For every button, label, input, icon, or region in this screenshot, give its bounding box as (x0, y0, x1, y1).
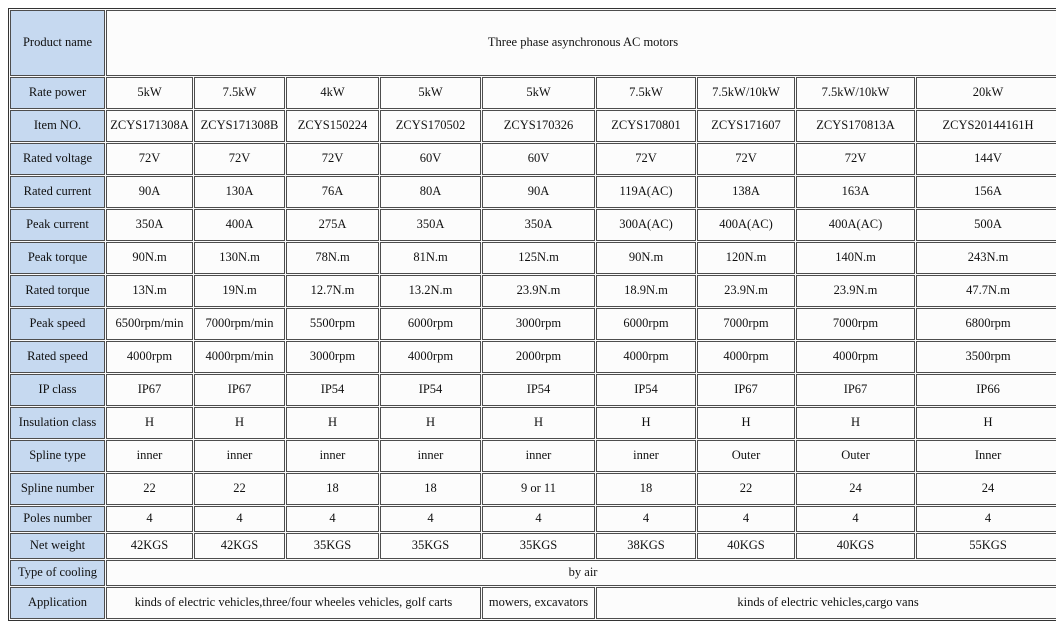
spec-cell: H (796, 407, 915, 439)
spec-cell: 72V (796, 143, 915, 175)
row-label-cell: Rated voltage (10, 143, 105, 175)
spec-cell: 40KGS (697, 533, 795, 559)
spec-cell: 72V (596, 143, 696, 175)
spec-cell: 144V (916, 143, 1056, 175)
row-label-cell: Peak torque (10, 242, 105, 274)
spec-cell: 12.7N.m (286, 275, 379, 307)
spec-cell: ZCYS170326 (482, 110, 595, 142)
spec-cell: 55KGS (916, 533, 1056, 559)
spec-cell: 5kW (106, 77, 193, 109)
spec-cell: 500A (916, 209, 1056, 241)
spec-cell: IP67 (194, 374, 285, 406)
spec-cell: H (916, 407, 1056, 439)
spec-cell: 40KGS (796, 533, 915, 559)
cooling-row (10, 560, 1056, 586)
spec-cell: 7.5kW/10kW (697, 77, 795, 109)
spec-cell: IP67 (106, 374, 193, 406)
spec-cell: 42KGS (194, 533, 285, 559)
spec-row (10, 77, 1056, 109)
spec-cell: 72V (194, 143, 285, 175)
spec-cell: 4 (106, 506, 193, 532)
row-label-cell: Peak speed (10, 308, 105, 340)
spec-cell: Inner (916, 440, 1056, 472)
row-label-cell: Item NO. (10, 110, 105, 142)
spec-cell: 90N.m (596, 242, 696, 274)
application-value-cell: kinds of electric vehicles,three/four wheeles vehicles, golf carts (106, 587, 481, 619)
spec-cell: 7.5kW/10kW (796, 77, 915, 109)
spec-cell: 4 (697, 506, 795, 532)
spec-cell: 4 (596, 506, 696, 532)
spec-cell: H (194, 407, 285, 439)
spec-cell: 400A (194, 209, 285, 241)
spec-cell: 243N.m (916, 242, 1056, 274)
row-label-cell: Net weight (10, 533, 105, 559)
spec-cell: 120N.m (697, 242, 795, 274)
spec-row (10, 143, 1056, 175)
spec-row (10, 275, 1056, 307)
spec-cell: H (697, 407, 795, 439)
spec-cell: H (106, 407, 193, 439)
spec-cell: 4 (194, 506, 285, 532)
spec-cell: ZCYS20144161H (916, 110, 1056, 142)
spec-cell: IP54 (380, 374, 481, 406)
cooling-value-cell: by air (106, 560, 1056, 586)
spec-cell: H (596, 407, 696, 439)
spec-cell: 275A (286, 209, 379, 241)
spec-cell: 80A (380, 176, 481, 208)
spec-cell: 19N.m (194, 275, 285, 307)
spec-cell: ZCYS170502 (380, 110, 481, 142)
row-label-cell: Type of cooling (10, 560, 105, 586)
spec-cell: 22 (194, 473, 285, 505)
spec-cell: ZCYS170801 (596, 110, 696, 142)
spec-cell: 4000rpm (596, 341, 696, 373)
spec-cell: 300A(AC) (596, 209, 696, 241)
spec-cell: Outer (796, 440, 915, 472)
row-label-cell: Application (10, 587, 105, 619)
spec-cell: 72V (286, 143, 379, 175)
spec-cell: 5kW (380, 77, 481, 109)
spec-cell: 13.2N.m (380, 275, 481, 307)
spec-cell: 6800rpm (916, 308, 1056, 340)
spec-cell: 90N.m (106, 242, 193, 274)
spec-row (10, 242, 1056, 274)
spec-cell: 22 (697, 473, 795, 505)
spec-cell: 72V (106, 143, 193, 175)
application-row (10, 587, 1056, 619)
spec-cell: 23.9N.m (697, 275, 795, 307)
row-label-cell: Rated torque (10, 275, 105, 307)
spec-row (10, 473, 1056, 505)
spec-row (10, 374, 1056, 406)
spec-cell: inner (106, 440, 193, 472)
spec-cell: 22 (106, 473, 193, 505)
spec-cell: 163A (796, 176, 915, 208)
spec-row (10, 110, 1056, 142)
row-label-cell: Peak current (10, 209, 105, 241)
spec-cell: 35KGS (482, 533, 595, 559)
spec-cell: 23.9N.m (796, 275, 915, 307)
spec-cell: H (286, 407, 379, 439)
spec-cell: inner (380, 440, 481, 472)
spec-cell: inner (286, 440, 379, 472)
spec-cell: inner (482, 440, 595, 472)
motor-spec-table (8, 8, 1056, 621)
spec-cell: 47.7N.m (916, 275, 1056, 307)
spec-cell: 156A (916, 176, 1056, 208)
spec-cell: 138A (697, 176, 795, 208)
product-name-row (10, 10, 1056, 76)
row-label-cell: Spline type (10, 440, 105, 472)
spec-cell: 35KGS (286, 533, 379, 559)
spec-cell: 18 (596, 473, 696, 505)
spec-cell: 20kW (916, 77, 1056, 109)
spec-cell: 2000rpm (482, 341, 595, 373)
spec-cell: IP54 (286, 374, 379, 406)
spec-cell: ZCYS171308B (194, 110, 285, 142)
spec-cell: 4000rpm (106, 341, 193, 373)
spec-row (10, 176, 1056, 208)
spec-cell: ZCYS171607 (697, 110, 795, 142)
product-name-value-cell: Three phase asynchronous AC motors (106, 10, 1056, 76)
spec-cell: H (482, 407, 595, 439)
spec-cell: IP67 (796, 374, 915, 406)
spec-cell: IP54 (596, 374, 696, 406)
spec-cell: 3000rpm (286, 341, 379, 373)
spec-cell: 38KGS (596, 533, 696, 559)
spec-cell: 350A (106, 209, 193, 241)
spec-cell: 13N.m (106, 275, 193, 307)
spec-cell: 7000rpm/min (194, 308, 285, 340)
spec-cell: 140N.m (796, 242, 915, 274)
spec-cell: IP66 (916, 374, 1056, 406)
spec-cell: 4000rpm (796, 341, 915, 373)
spec-row (10, 407, 1056, 439)
spec-cell: 4 (796, 506, 915, 532)
spec-cell: 5500rpm (286, 308, 379, 340)
spec-cell: Outer (697, 440, 795, 472)
row-label-cell: Rated speed (10, 341, 105, 373)
spec-cell: 3000rpm (482, 308, 595, 340)
row-label-cell: Rate power (10, 77, 105, 109)
spec-row (10, 506, 1056, 532)
spec-cell: IP54 (482, 374, 595, 406)
spec-cell: 60V (380, 143, 481, 175)
spec-cell: 42KGS (106, 533, 193, 559)
spec-table-body (10, 10, 1056, 619)
spec-cell: 7000rpm (796, 308, 915, 340)
spec-cell: 350A (380, 209, 481, 241)
spec-cell: 90A (482, 176, 595, 208)
spec-cell: ZCYS150224 (286, 110, 379, 142)
spec-cell: 4000rpm (380, 341, 481, 373)
application-value-cell: kinds of electric vehicles,cargo vans (596, 587, 1056, 619)
spec-cell: 81N.m (380, 242, 481, 274)
spec-cell: 24 (796, 473, 915, 505)
spec-cell: 7.5kW (596, 77, 696, 109)
spec-cell: 78N.m (286, 242, 379, 274)
spec-cell: ZCYS170813A (796, 110, 915, 142)
spec-cell: 4 (286, 506, 379, 532)
spec-cell: 18 (286, 473, 379, 505)
spec-cell: ZCYS171308A (106, 110, 193, 142)
spec-row (10, 308, 1056, 340)
spec-cell: 130A (194, 176, 285, 208)
spec-cell: 5kW (482, 77, 595, 109)
spec-cell: 4000rpm (697, 341, 795, 373)
row-label-cell: Rated current (10, 176, 105, 208)
spec-cell: 6000rpm (596, 308, 696, 340)
spec-cell: 18 (380, 473, 481, 505)
row-label-cell: Spline number (10, 473, 105, 505)
spec-cell: 125N.m (482, 242, 595, 274)
spec-cell: 4 (916, 506, 1056, 532)
spec-cell: 350A (482, 209, 595, 241)
spec-cell: 35KGS (380, 533, 481, 559)
spec-cell: 7.5kW (194, 77, 285, 109)
spec-cell: 4000rpm/min (194, 341, 285, 373)
spec-cell: 23.9N.m (482, 275, 595, 307)
spec-row (10, 209, 1056, 241)
spec-cell: 60V (482, 143, 595, 175)
spec-cell: 90A (106, 176, 193, 208)
spec-cell: 6500rpm/min (106, 308, 193, 340)
spec-cell: 400A(AC) (697, 209, 795, 241)
spec-cell: 24 (916, 473, 1056, 505)
spec-cell: 9 or 11 (482, 473, 595, 505)
spec-cell: 6000rpm (380, 308, 481, 340)
spec-cell: IP67 (697, 374, 795, 406)
spec-row (10, 341, 1056, 373)
spec-cell: 4 (482, 506, 595, 532)
spec-cell: 4kW (286, 77, 379, 109)
spec-row (10, 440, 1056, 472)
spec-cell: 72V (697, 143, 795, 175)
spec-cell: inner (194, 440, 285, 472)
spec-cell: 4 (380, 506, 481, 532)
row-label-cell: Insulation class (10, 407, 105, 439)
spec-cell: 400A(AC) (796, 209, 915, 241)
spec-cell: inner (596, 440, 696, 472)
spec-cell: 130N.m (194, 242, 285, 274)
spec-cell: 18.9N.m (596, 275, 696, 307)
spec-cell: H (380, 407, 481, 439)
spec-cell: 119A(AC) (596, 176, 696, 208)
row-label-cell: Poles number (10, 506, 105, 532)
spec-cell: 7000rpm (697, 308, 795, 340)
row-label-cell: Product name (10, 10, 105, 76)
spec-cell: 3500rpm (916, 341, 1056, 373)
spec-cell: 76A (286, 176, 379, 208)
spec-row (10, 533, 1056, 559)
row-label-cell: IP class (10, 374, 105, 406)
application-value-cell: mowers, excavators (482, 587, 595, 619)
